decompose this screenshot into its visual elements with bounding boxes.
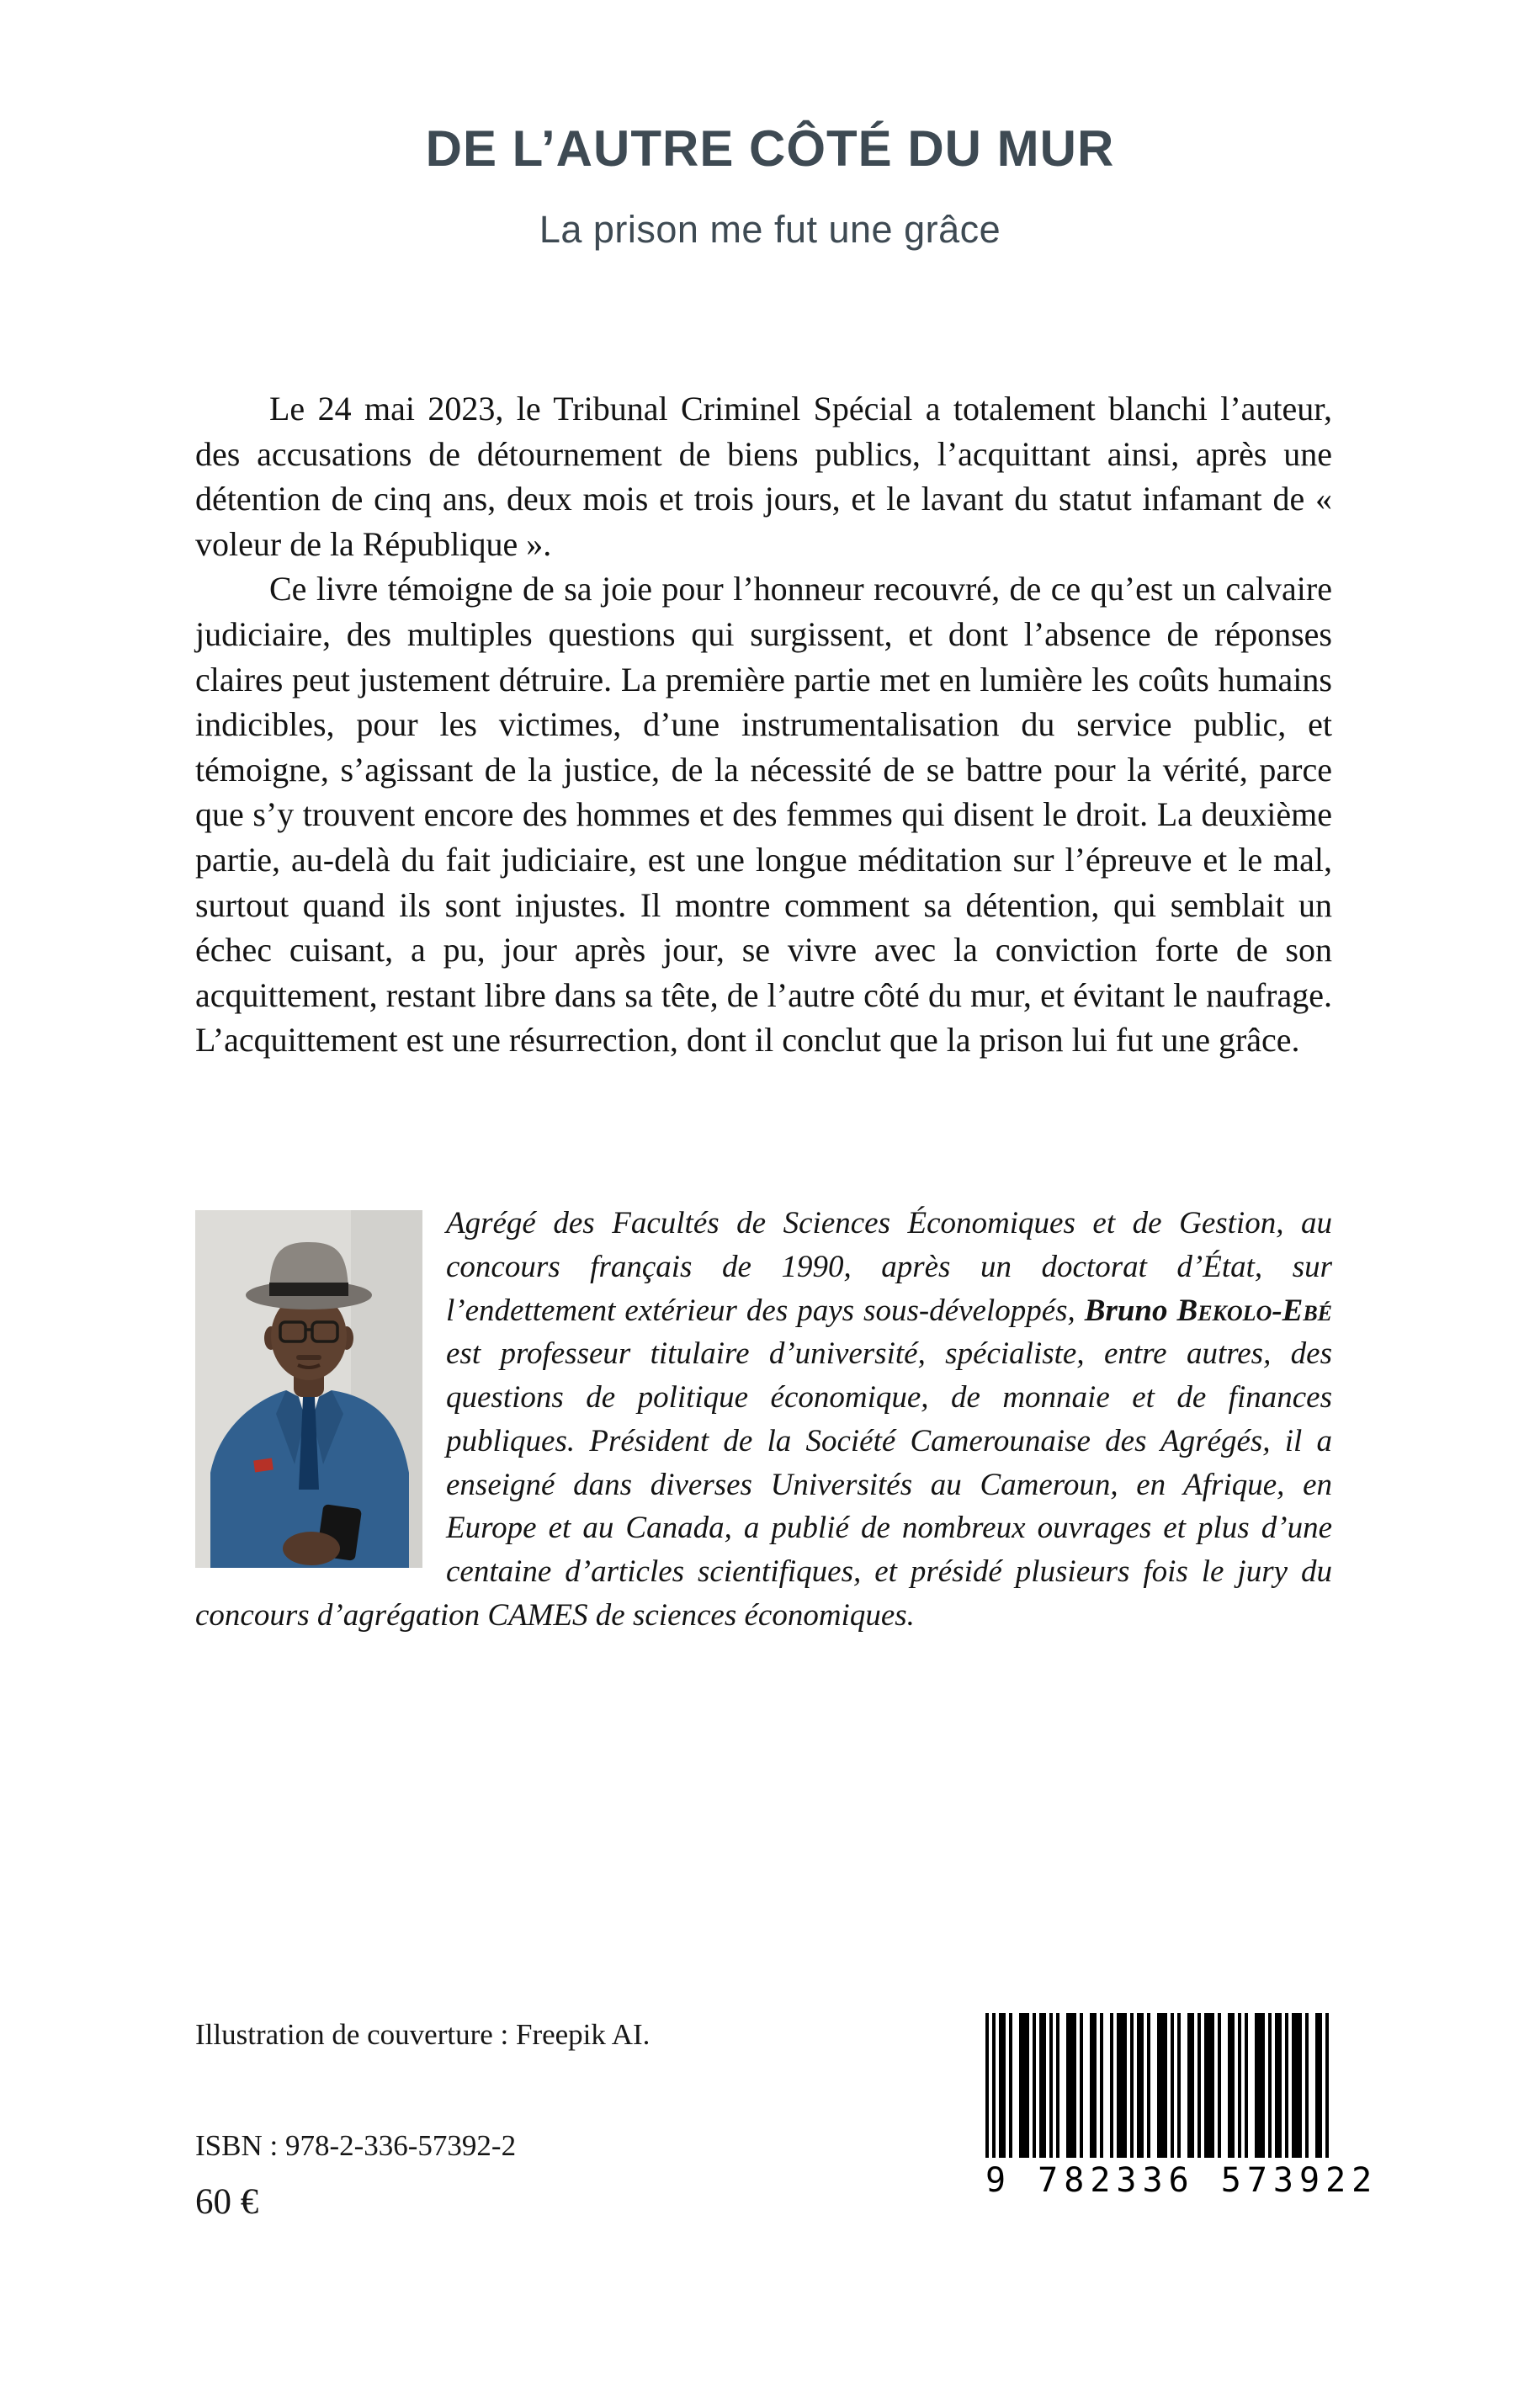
header [0,0,1540,252]
price-text: 60 € [195,2182,259,2222]
bio-text-after-name: est professeur titulaire d’université, spécialiste, entre autres, des questions de politique économique, de monnaie et de finances publiques. Président de la Société Camerounaise des Agrégés, il a enseigné dans diverses Universités au Cameroun, en Afrique, en Europe et au Canada, a publié de nombreux ouvrages et plus d’une centaine d’articles scientifiques, et présidé plusieurs fois le jury du concours d’agrégation CAMES de sciences économiques. [195,1336,1332,1633]
isbn-text: ISBN : 978-2-336-57392-2 [195,2129,517,2162]
bio-text-before-name: Agrégé des Facultés de Sciences Économiques et de Gestion, au concours français de 1990, après un doctorat d’État, sur l’endettement extérieur des pays sous-développés, [446,1205,1332,1328]
author-name: Bruno Bekolo-Ebé [1084,1293,1332,1328]
synopsis [195,386,1332,1063]
barcode-bars [985,2013,1332,2158]
author-photo [195,1210,422,1568]
author-portrait-illustration [195,1210,422,1568]
synopsis-paragraph-2: Ce livre témoigne de sa joie pour l’honneur recouvré, de ce qu’est un calvaire judiciaire, des multiples questions qui surgissent, et dont l’absence de réponses claires peut justement détruire. La première partie met en lumière les coûts humains indicibles, pour les victimes, d’une instrumentalisation du service public, et témoigne, s’agissant de la justice, de la nécessité de se battre pour la vérité, parce que s’y trouvent encore des hommes et des femmes qui disent le droit. La deuxième partie, au-delà du fait judiciaire, est une longue méditation sur l’épreuve et le mal, surtout quand ils sont injustes. Il montre comment sa détention, qui semblait un échec cuisant, a pu, jour après jour, se vivre avec la conviction forte de son acquittement, restant libre dans sa tête, de l’autre côté du mur, et évitant le naufrage. L’acquittement est une résurrection, dont il conclut que la prison lui fut une grâce. [195,570,1332,1060]
book-title: DE L’AUTRE CÔTÉ DU MUR [425,120,1115,177]
synopsis-paragraph-1: Le 24 mai 2023, le Tribunal Criminel Spécial a totalement blanchi l’auteur, des accusations de détournement de biens publics, l’acquittant ainsi, après une détention de cinq ans, deux mois et trois jours, et le lavant du statut infamant de « voleur de la République ». [195,390,1332,563]
cover-illustration-credit: Illustration de couverture : Freepik AI. [195,2018,651,2051]
book-subtitle: La prison me fut une grâce [539,208,1001,251]
barcode-digits: 9 782336 573922 [985,2161,1378,2200]
barcode [985,2013,1378,2207]
author-bio [195,1202,1332,1638]
